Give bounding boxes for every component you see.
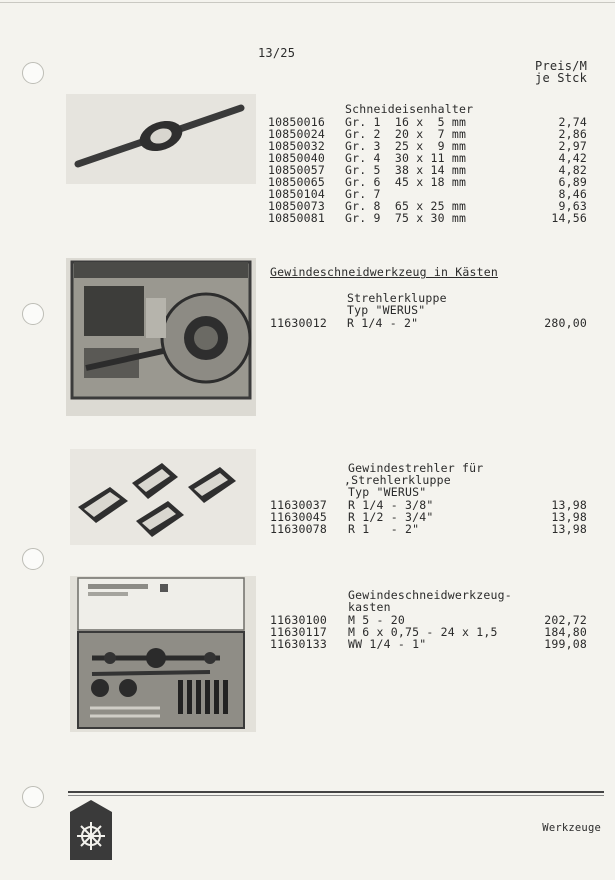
item-code: 10850040: [268, 151, 325, 165]
section-title: Gewindeschneidwerkzeug in Kästen: [270, 265, 498, 279]
punch-hole: [22, 303, 44, 325]
item-code: 10850032: [268, 139, 325, 153]
item-desc: Gr. 9 75 x 30 mm: [345, 211, 467, 225]
item-price: 2,86: [558, 127, 587, 141]
item-price: 13,98: [551, 498, 587, 512]
die-stock-photo: [66, 94, 256, 184]
item-desc: Gr. 8 65 x 25 mm: [345, 199, 467, 213]
item-code: 11630012: [270, 316, 327, 330]
section-subtitle: Typ "WERUS": [347, 303, 426, 317]
item-price: 202,72: [544, 613, 587, 627]
item-desc: Gr. 5 38 x 14 mm: [345, 163, 467, 177]
footer-category: Werkzeuge: [542, 822, 601, 834]
item-desc: R 1/4 - 2": [347, 316, 419, 330]
item-price: 2,97: [558, 139, 587, 153]
item-desc: R 1/4 - 3/8": [348, 498, 434, 512]
item-code: 10850081: [268, 211, 325, 225]
item-code: 11630078: [270, 522, 327, 536]
item-price: 4,82: [558, 163, 587, 177]
item-code: 10850073: [268, 199, 325, 213]
section-subtitle: kasten: [348, 600, 391, 614]
item-desc: Gr. 3 25 x 9 mm: [345, 139, 467, 153]
item-desc: Gr. 2 20 x 7 mm: [345, 127, 467, 141]
item-desc: R 1/2 - 3/4": [348, 510, 434, 524]
section-title: Schneideisenhalter: [345, 102, 474, 116]
strehlerkluppe-case-photo: [66, 258, 256, 416]
item-price: 8,46: [558, 187, 587, 201]
punch-hole: [22, 62, 44, 84]
ships-wheel-logo-icon: [70, 800, 112, 860]
item-price: 14,56: [551, 211, 587, 225]
price-header-line2: je Stck: [535, 71, 587, 85]
page-top-edge: [0, 2, 615, 3]
punch-hole: [22, 548, 44, 570]
chasers-photo: [70, 449, 256, 545]
footer-rule-thin: [68, 795, 604, 796]
section-subtitle: Strehlerkluppe: [347, 291, 447, 305]
item-code: 10850104: [268, 187, 325, 201]
item-price: 184,80: [544, 625, 587, 639]
page-number: 13/25: [258, 46, 296, 60]
item-price: 13,98: [551, 522, 587, 536]
item-price: 280,00: [544, 316, 587, 330]
item-code: 10850057: [268, 163, 325, 177]
item-price: 2,74: [558, 115, 587, 129]
footer-rule: [68, 791, 604, 793]
item-code: 11630037: [270, 498, 327, 512]
item-price: 13,98: [551, 510, 587, 524]
item-code: 11630100: [270, 613, 327, 627]
section-subtitle: Gewindeschneidwerkzeug-: [348, 588, 512, 602]
item-price: 199,08: [544, 637, 587, 651]
item-code: 11630045: [270, 510, 327, 524]
item-code: 10850024: [268, 127, 325, 141]
item-desc: R 1 - 2": [348, 522, 420, 536]
item-desc: M 6 x 0,75 - 24 x 1,5: [348, 625, 498, 639]
price-header-line1: Preis/M: [535, 59, 587, 73]
item-price: 9,63: [558, 199, 587, 213]
item-desc: Gr. 1 16 x 5 mm: [345, 115, 467, 129]
item-desc: Gr. 6 45 x 18 mm: [345, 175, 467, 189]
section-subtitle: ,Strehlerkluppe: [344, 473, 451, 487]
item-price: 6,89: [558, 175, 587, 189]
item-code: 11630117: [270, 625, 327, 639]
item-desc: Gr. 4 30 x 11 mm: [345, 151, 467, 165]
item-desc: Gr. 7: [345, 187, 381, 201]
section-subtitle: Typ "WERUS": [348, 485, 427, 499]
item-code: 11630133: [270, 637, 327, 651]
threading-set-case-photo: [70, 576, 256, 732]
punch-hole: [22, 786, 44, 808]
item-code: 10850065: [268, 175, 325, 189]
item-desc: M 5 - 20: [348, 613, 405, 627]
item-code: 10850016: [268, 115, 325, 129]
section-subtitle: Gewindestrehler für: [348, 461, 484, 475]
item-desc: WW 1/4 - 1": [348, 637, 427, 651]
item-price: 4,42: [558, 151, 587, 165]
